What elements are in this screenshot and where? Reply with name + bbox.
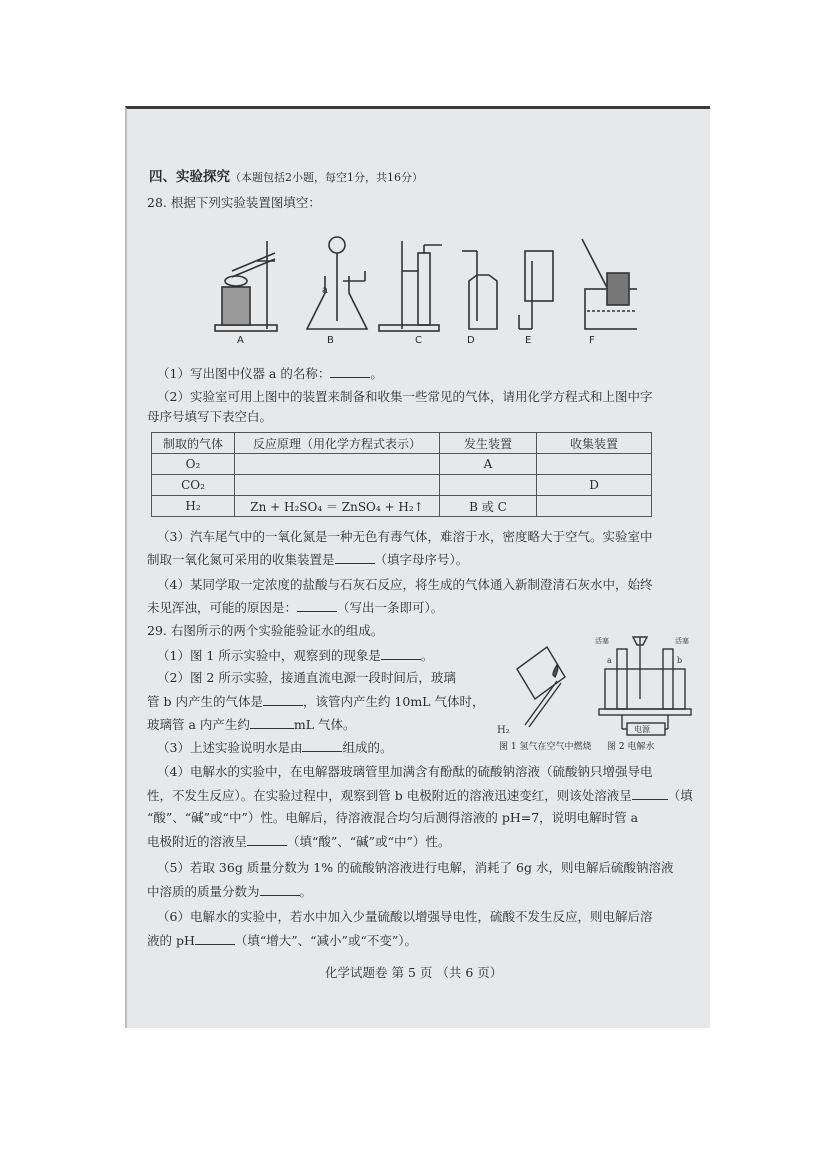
exam-page: [125, 106, 710, 1028]
power-label: 电源: [634, 725, 650, 734]
apparatus-d: [462, 251, 497, 329]
q29-p1: （1）图 1 所示实验中，观察到的现象是 。: [157, 648, 434, 663]
apparatus-a: [215, 241, 277, 331]
table-cell[interactable]: [235, 454, 440, 475]
q29-p4-line4: 电极附近的溶液呈 （填“酸”、“碱”或“中”）性。: [147, 834, 451, 849]
apparatus-f: [582, 239, 637, 329]
section-heading: [149, 169, 423, 186]
table-header-cell: 收集装置: [537, 433, 652, 454]
q28-p3-line1: （3）汽车尾气中的一氧化氮是一种无色有毒气体，难溶于水，密度略大于空气。实验室中: [157, 529, 653, 544]
figure2-caption: 图 2 电解水: [607, 742, 655, 752]
table-row: [152, 475, 652, 496]
q28-p3-line2: 制取一氧化氮可采用的收集装置是 （填字母序号）。: [147, 552, 469, 567]
table-cell: O₂: [152, 454, 235, 475]
label-e: E: [525, 335, 532, 346]
figure1-caption: 图 1 氢气在空气中燃烧: [499, 742, 592, 752]
water-composition-figure: [495, 629, 705, 739]
label-c: C: [415, 335, 422, 346]
answer-blank[interactable]: [260, 883, 300, 896]
q28-stem: 28. 根据下列实验装置图填空：: [147, 195, 321, 210]
q28-p2-line1: （2）实验室可用上图中的装置来制备和收集一些常见的气体，请用化学方程式和上图中字: [157, 389, 653, 404]
valve-left-label: 活塞: [595, 637, 609, 645]
table-cell[interactable]: [537, 496, 652, 517]
q29-p2-line2: 管 b 内产生的气体是 ，该管内产生约 10mL 气体时，: [147, 694, 485, 709]
answer-blank[interactable]: [195, 932, 235, 945]
q28-p4-line2: 未见浑浊，可能的原因是： （写出一条即可）。: [147, 600, 444, 615]
page-footer: 化学试题卷 第 5 页 （共 6 页）: [325, 965, 503, 980]
table-cell[interactable]: [440, 475, 537, 496]
section-title: 四、实验探究: [149, 169, 230, 185]
table-cell: D: [537, 475, 652, 496]
q28-p1: （1）写出图中仪器 a 的名称： 。: [157, 366, 383, 381]
answer-blank[interactable]: [250, 716, 294, 729]
valve-right-label: 活塞: [675, 637, 689, 645]
table-header-cell: 发生装置: [440, 433, 537, 454]
answer-blank[interactable]: [330, 365, 370, 378]
q29-p5-line2: 中溶质的质量分数为 。: [147, 884, 313, 899]
answer-blank[interactable]: [247, 833, 287, 846]
table-header-row: [152, 433, 652, 454]
gas-table: [151, 432, 652, 517]
answer-blank[interactable]: [297, 599, 337, 612]
table-cell: B 或 C: [440, 496, 537, 517]
q29-p6-line2: 液的 pH （填“增大”、“减小”或“不变”）。: [147, 933, 417, 948]
answer-blank[interactable]: [335, 551, 375, 564]
q29-p4-line1: （4）电解水的实验中，在电解器玻璃管里加满含有酚酞的硫酸钠溶液（硫酸钠只增强导电: [157, 764, 653, 779]
q29-p6-line1: （6）电解水的实验中，若水中加入少量硫酸以增强导电性，硫酸不发生反应，则电解后溶: [157, 909, 653, 924]
table-row: [152, 496, 652, 517]
table-cell: A: [440, 454, 537, 475]
label-f: F: [589, 335, 595, 346]
table-cell: H₂: [152, 496, 235, 517]
answer-blank[interactable]: [381, 647, 421, 660]
q29-p2-line3: 玻璃管 a 内产生约 mL 气体。: [147, 717, 356, 732]
section-note: （本题包括2小题，每空1分，共16分）: [230, 171, 423, 184]
apparatus-figure: [207, 231, 637, 341]
apparatus-c: [379, 241, 442, 331]
q28-p4-line1: （4）某同学取一定浓度的盐酸与石灰石反应，将生成的气体通入新制澄清石灰水中，始终: [157, 577, 653, 592]
label-d: D: [467, 335, 475, 346]
q28-p2-line2: 母序号填写下表空白。: [147, 409, 273, 424]
table-header-cell: 制取的气体: [152, 433, 235, 454]
tube-a-label: a: [607, 656, 612, 665]
tube-b-label: b: [677, 656, 683, 665]
label-b: B: [327, 335, 334, 346]
q29-p3: （3）上述实验说明水是由 组成的。: [157, 740, 393, 755]
q29-p4-line2: 性，不发生反应）。在实验过程中，观察到管 b 电极附近的溶液迅速变红，则该处溶液呈 （填: [147, 788, 693, 803]
q29-p2-line1: （2）图 2 所示实验，接通直流电源一段时间后，玻璃: [157, 670, 456, 685]
figure1-hydrogen-burning: [517, 647, 565, 727]
table-cell[interactable]: [537, 454, 652, 475]
h2-label: H₂: [497, 725, 510, 736]
apparatus-b: [307, 237, 367, 329]
table-cell: CO₂: [152, 475, 235, 496]
instrument-a-label: a: [322, 285, 328, 296]
q29-stem: 29. 右图所示的两个实验能验证水的组成。: [147, 623, 384, 638]
answer-blank[interactable]: [632, 787, 668, 800]
table-cell[interactable]: [235, 475, 440, 496]
q29-p4-line3: “酸”、“碱”或“中”）性。电解后，待溶液混合均匀后测得溶液的 pH=7，说明电解时管 a: [147, 810, 639, 825]
q29-p5-line1: （5）若取 36g 质量分数为 1% 的硫酸钠溶液进行电解，消耗了 6g 水，则电解后硫酸钠溶液: [157, 860, 674, 875]
table-cell: Zn + H₂SO₄ ＝ ZnSO₄ + H₂↑: [235, 496, 440, 517]
table-header-cell: 反应原理（用化学方程式表示）: [235, 433, 440, 454]
answer-blank[interactable]: [302, 739, 342, 752]
figure2-electrolysis: [599, 637, 691, 735]
apparatus-e: [519, 251, 553, 329]
label-a: A: [237, 335, 244, 346]
answer-blank[interactable]: [263, 693, 303, 706]
table-row: [152, 454, 652, 475]
